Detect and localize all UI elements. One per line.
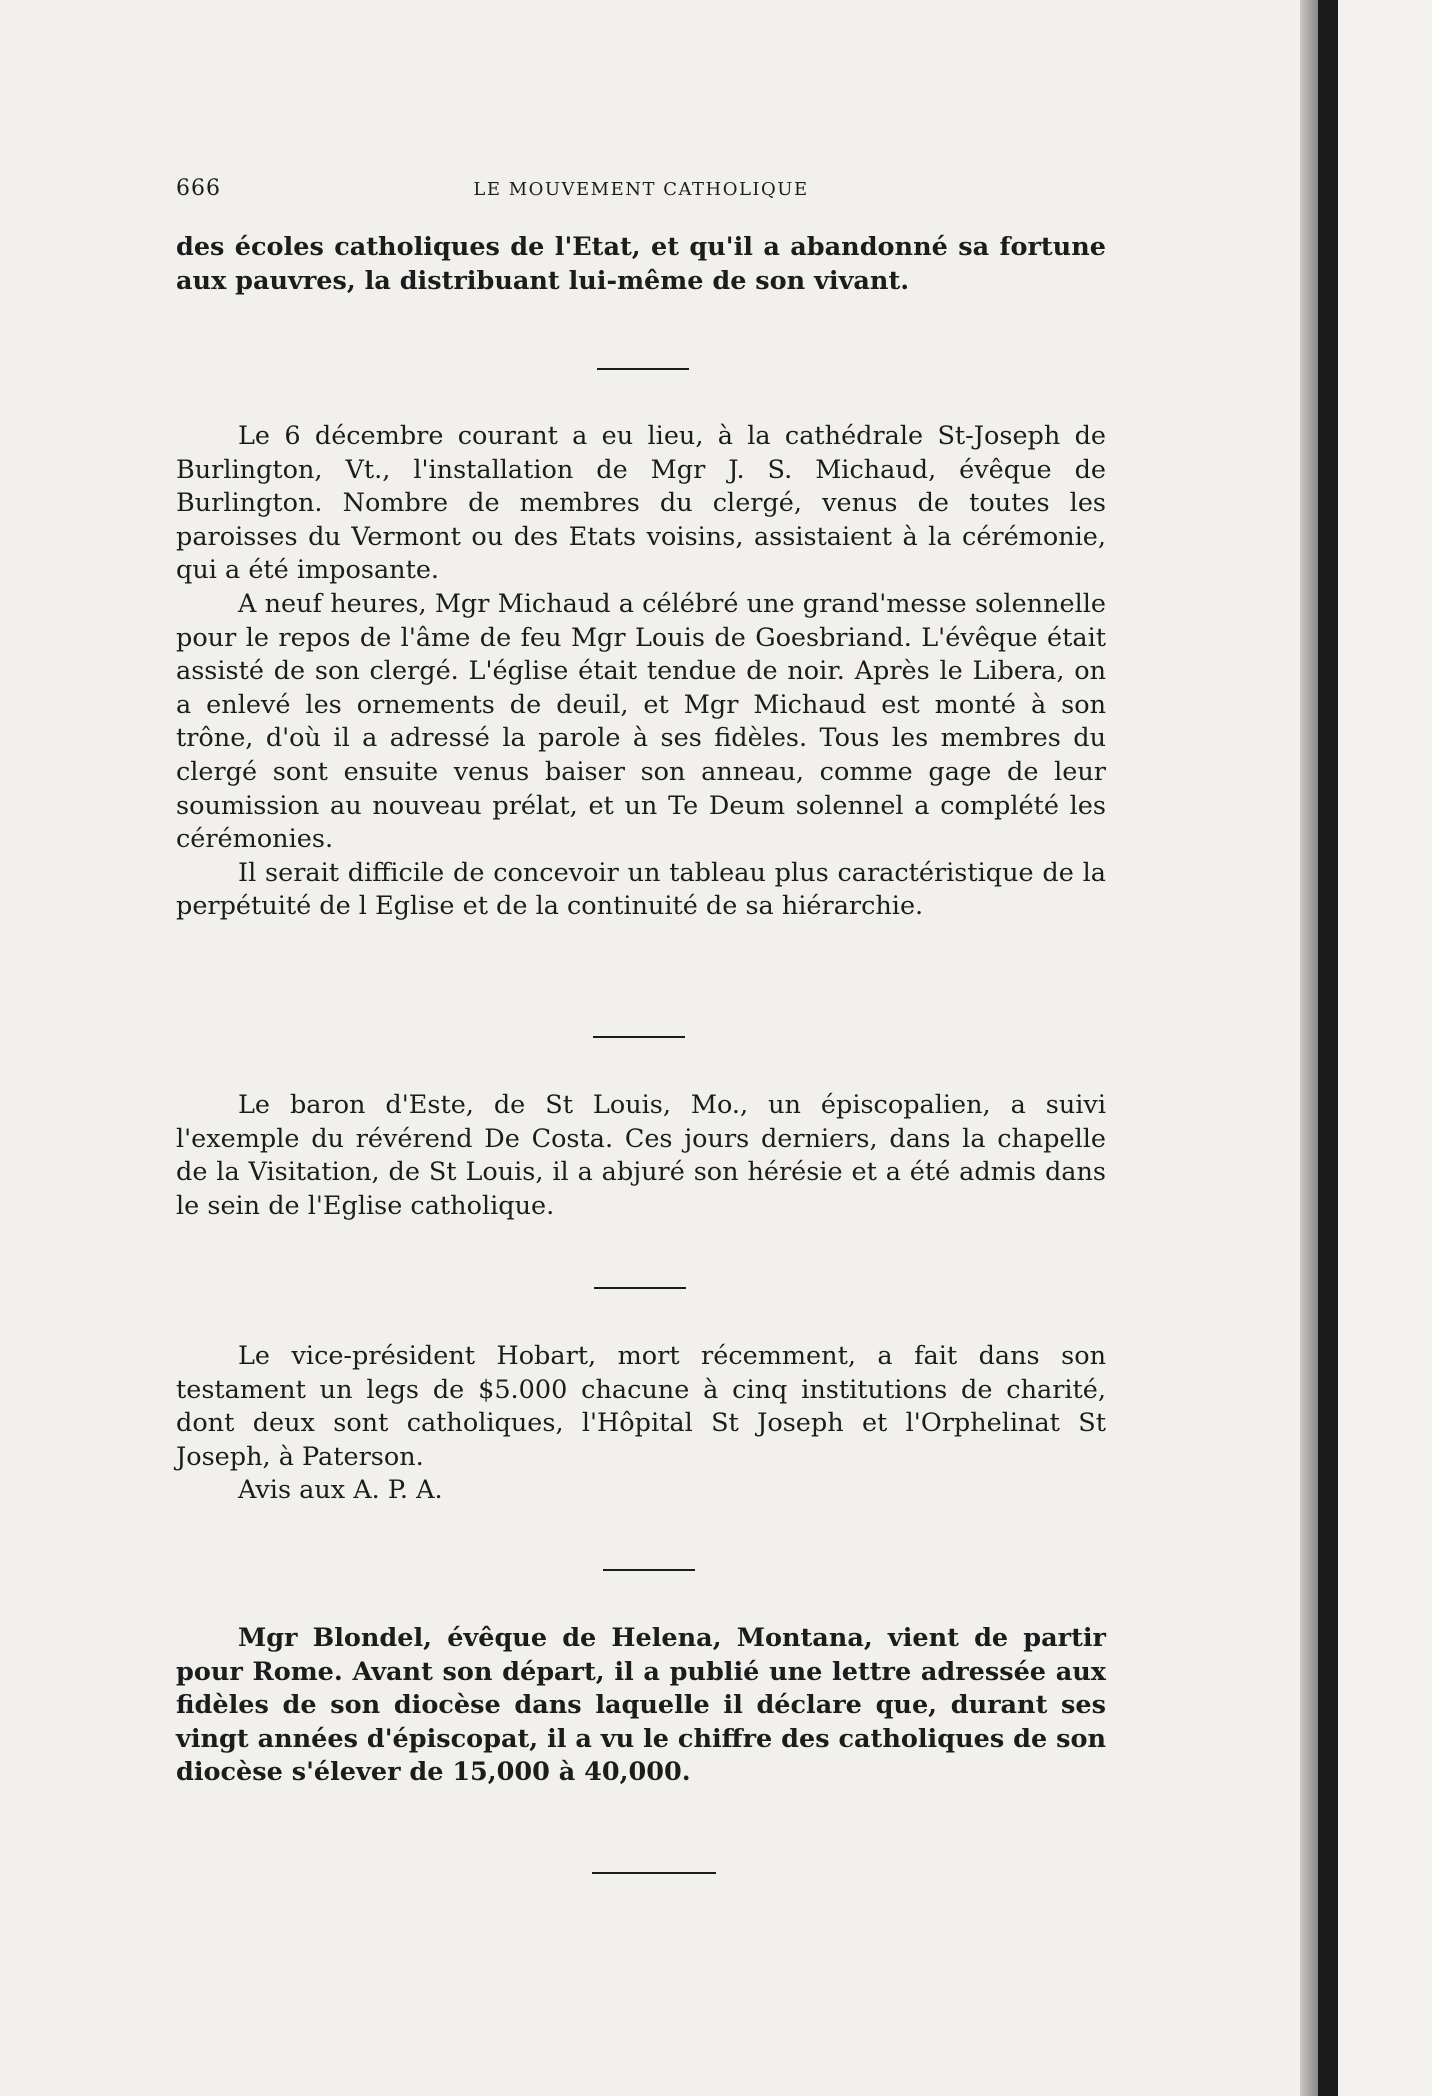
page-header <box>176 176 1106 208</box>
section-divider <box>593 1036 685 1038</box>
paragraph: A neuf heures, Mgr Michaud a célébré une grand'messe solennelle pour le repos de l'âme de feu Mgr Louis de Goesbriand. L'évêque était assisté de son clergé. L'église était tendue de noir. Après le Libera, on a enlevé les ornements de deuil, et Mgr Michaud est monté à son trône, d'où il a adressé la parole à ses fidèles. Tous les membres du clergé sont ensuite venus baiser son anneau, comme gage de leur soumission au nouveau prélat, et un Te Deum solennel a complété les cérémonies. <box>176 588 1106 855</box>
article-hobart <box>176 1340 1106 1508</box>
paragraph: des écoles catholiques de l'Etat, et qu'il a abandonné sa fortune aux pauvres, la distribuant lui-même de son vivant. <box>176 232 1106 296</box>
section-divider <box>597 368 689 370</box>
paragraph: Le baron d'Este, de St Louis, Mo., un épiscopalien, a suivi l'exemple du révérend De Costa. Ces jours derniers, dans la chapelle de la Visitation, de St Louis, il a abjuré son hérésie et a été admis dans le sein de l'Eglise catholique. <box>176 1090 1106 1221</box>
paragraph: Mgr Blondel, évêque de Helena, Montana, vient de partir pour Rome. Avant son départ, il a publié une lettre adressée aux fidèles de son diocèse dans laquelle il déclare que, durant ses vingt années d'épiscopat, il a vu le chiffre des catholiques de son diocèse s'élever de 15,000 à 40,000. <box>176 1623 1106 1788</box>
article-blondel <box>176 1622 1106 1790</box>
paragraph: Avis aux A. P. A. <box>238 1475 443 1506</box>
section-divider <box>603 1569 695 1571</box>
page-gutter-shadow <box>1300 0 1318 2096</box>
page-number: 666 <box>176 176 221 201</box>
paragraph: Il serait difficile de concevoir un tableau plus caractéristique de la perpétuité de l Eglise et de la continuité de sa hiérarchie. <box>176 857 1106 922</box>
section-divider <box>594 1287 686 1289</box>
article-continuation <box>176 231 1106 298</box>
article-burlington <box>176 420 1106 924</box>
article-baron-deste <box>176 1089 1106 1223</box>
paragraph: Le vice-président Hobart, mort récemment, a fait dans son testament un legs de $5.000 chacune à cinq institutions de charité, dont deux sont catholiques, l'Hôpital St Joseph et l'Orphelinat St Joseph, à Paterson. <box>176 1341 1106 1472</box>
section-divider <box>592 1872 716 1874</box>
paragraph: Le 6 décembre courant a eu lieu, à la cathédrale St-Joseph de Burlington, Vt., l'installation de Mgr J. S. Michaud, évêque de Burlington. Nombre de membres du clergé, venus de toutes les paroisses du Vermont ou des Etats voisins, assistaient à la cérémonie, qui a été imposante. <box>176 421 1106 586</box>
facing-page-edge <box>1338 0 1432 2096</box>
book-spine <box>1318 0 1338 2096</box>
running-title: LE MOUVEMENT CATHOLIQUE <box>473 179 809 200</box>
